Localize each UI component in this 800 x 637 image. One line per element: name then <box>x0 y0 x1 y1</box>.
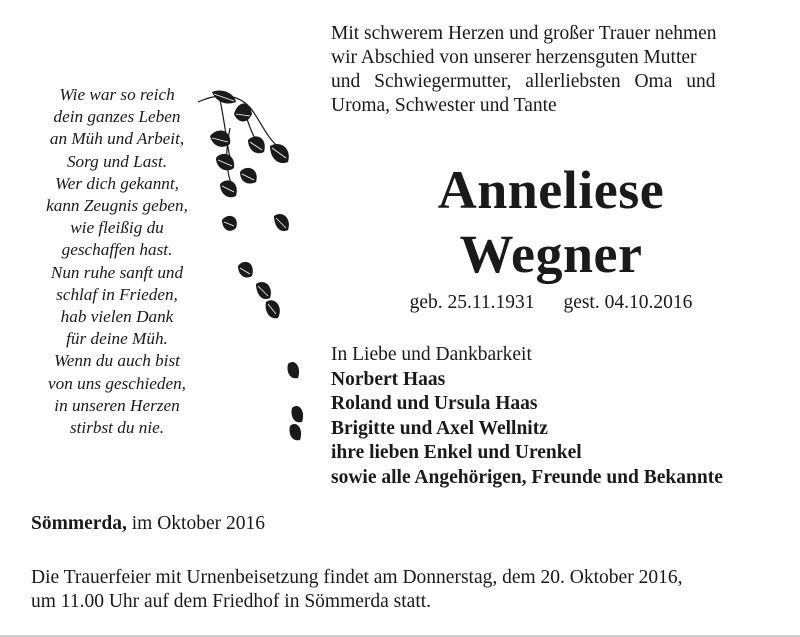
notice-line: Die Trauerfeier mit Urnenbeisetzung findet am Donnerstag, dem 20. Oktober 2016, <box>31 567 683 588</box>
family-intro: In Liebe und Dankbarkeit <box>331 344 532 365</box>
family-name: Brigitte und Axel Wellnitz <box>331 417 548 439</box>
family-name: Norbert Haas <box>331 368 446 390</box>
poem-line: dein ganzes Leben <box>53 107 181 127</box>
poem-line: Wenn du auch bist <box>54 351 180 371</box>
poem-line: geschaffen hast. <box>61 240 173 260</box>
deceased-first-name: Anneliese <box>437 160 665 220</box>
deceased-last-name: Wegner <box>459 224 643 284</box>
poem-line: in unseren Herzen <box>54 395 180 415</box>
deceased-name <box>331 158 771 286</box>
place-city: Sömmerda, <box>31 513 127 534</box>
intro-line: und Schwiegermutter, allerliebsten Oma und <box>331 71 716 92</box>
poem <box>22 84 212 439</box>
poem-line: Wer dich gekannt, <box>55 173 179 193</box>
poem-line: an Müh und Arbeit, <box>49 129 185 149</box>
death-date: gest. 04.10.2016 <box>563 292 693 313</box>
falling-leaves-icon <box>190 88 310 448</box>
family-name: ihre lieben Enkel und Urenkel <box>331 442 582 463</box>
poem-line: von uns geschieden, <box>48 373 186 393</box>
notice-line: um 11.00 Uhr auf dem Friedhof in Sömmerda statt. <box>31 591 432 612</box>
place-and-date <box>31 513 265 535</box>
funeral-notice <box>31 566 776 614</box>
intro-text <box>331 22 771 118</box>
poem-line: für deine Müh. <box>66 329 168 349</box>
place-date: im Oktober 2016 <box>126 513 265 534</box>
life-dates <box>331 292 771 314</box>
intro-line: wir Abschied von unserer herzensguten Mutter <box>331 47 697 68</box>
poem-line: kann Zeugnis geben, <box>46 196 188 216</box>
poem-line: wie fleißig du <box>70 218 164 238</box>
poem-line: stirbst du nie. <box>69 418 165 438</box>
family-name: Roland und Ursula Haas <box>331 393 538 414</box>
poem-line: Sorg und Last. <box>66 151 168 171</box>
poem-line: Wie war so reich <box>59 85 175 104</box>
birth-date: geb. 25.11.1931 <box>409 292 535 313</box>
intro-line: Uroma, Schwester und Tante <box>331 95 557 116</box>
poem-line: hab vielen Dank <box>60 307 174 327</box>
poem-line: Nun ruhe sanft und <box>50 262 184 282</box>
poem-line: schlaf in Frieden, <box>56 284 178 304</box>
intro-line: Mit schwerem Herzen und großer Trauer nehmen <box>331 23 717 44</box>
family-name: sowie alle Angehörigen, Freunde und Bekannte <box>331 466 723 488</box>
family-signatures <box>331 343 781 490</box>
